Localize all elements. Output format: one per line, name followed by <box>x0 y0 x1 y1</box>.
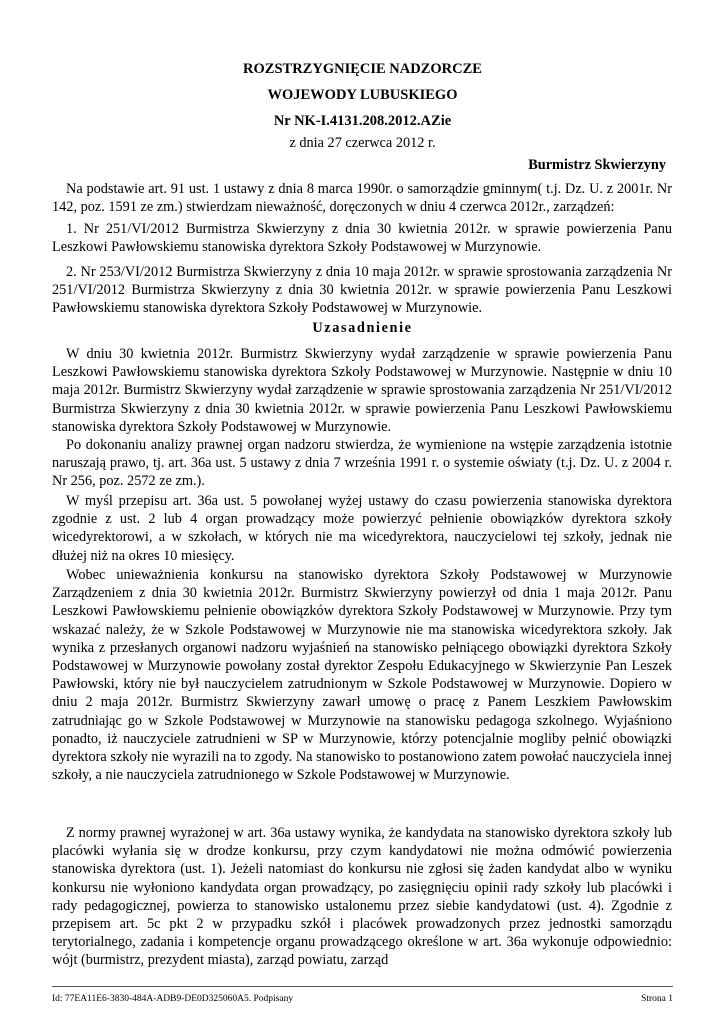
justification-paragraph-4: Wobec unieważnienia konkursu na stanowisko dyrektora Szkoły Podstawowej w Murzynowie Zarządzeniem z dnia 30 kwietnia 2012r. Burmistrz Skwierzyny powierzył od dnia 1 maja 2012r. Panu Leszkowi Pawłowskiemu pełnienie obowiązków dyrektora Szkoły Podstawowej w Murzynowie. Przy tym wskazać należy, że w Szkole Podstawowej w Murzynowie nie ma stanowiska wicedyrektora szkoły. Jak wynika z przesłanych organowi nadzoru wyjaśnień na stanowisko pełniącego obowiązki dyrektora Szkoły Podstawowej w Murzynowie powołany został dyrektor Zespołu Edukacyjnego w Skwierzynie Pan Leszek Pawłowski, który nie był nauczycielem zatrudnionym w Szkole Podstawowej w Murzynowie. Dopiero w dniu 2 maja 2012r. Burmistrz Skwierzyny zawarł umowę o pracę z Panem Leszkiem Pawłowskim zatrudniając go w Szkole Podstawowej w Murzynowie na stanowisku pedagoga szkolnego. Wyjaśniono ponadto, iż nauczyciele zatrudnieni w SP w Murzynowie, którzy potencjalnie mogliby pełnić obowiązki dyrektora szkoły nie wyrazili na to zgody. Na stanowisko to postanowiono zatem powołać nauczyciela innej szkoły, a nie nauczyciela zatrudnionego w Szkole Podstawowej w Murzynowie. <box>52 567 672 784</box>
footer-page-number: Strona 1 <box>641 994 673 1004</box>
justification-paragraph-3: W myśl przepisu art. 36a ust. 5 powołanej wyżej ustawy do czasu powierzenia stanowiska dyrektora zgodnie z ust. 2 lub 4 organ prowadzący może powierzyć pełnienie obowiązków dyrektora szkoły wicedyrektorowi, a w szkołach, w których nie ma wicedyrektora, nauczycielowi tej szkoły, jednak nie dłużej niż na okres 10 miesięcy. <box>52 493 672 564</box>
document-date: z dnia 27 czerwca 2012 r. <box>289 135 436 151</box>
addressee: Burmistrz Skwierzyny <box>528 157 666 173</box>
footer-divider <box>52 986 673 987</box>
justification-paragraph-5: Z normy prawnej wyrażonej w art. 36a ustawy wynika, że kandydata na stanowisko dyrektora szkoły lub placówki wyłania się w drodze konkursu, przy czym kandydatowi nie można odmówić powierzenia stanowiska dyrektora (ust. 1). Jeżeli natomiast do konkursu nie zgłosi się żaden kandydat albo w wyniku konkursu nie wyłoniono kandydata organ prowadzący, po zasięgnięciu opinii rady szkoły lub placówki i rady pedagogicznej, powierza to stanowisko ustalonemu przez siebie kandydatowi (ust. 4). Zgodnie z przepisem art. 5c pkt 2 w przypadku szkół i placówek prowadzonych przez jednostki samorządu terytorialnego, zadania i kompetencje organu prowadzącego określone w art. 36a wykonuje odpowiednio: wójt (burmistrz, prezydent miasta), zarząd powiatu, zarząd <box>52 825 672 969</box>
justification-paragraph-2: Po dokonaniu analizy prawnej organ nadzoru stwierdza, że wymienione na wstępie zarządzenia istotnie naruszają prawo, tj. art. 36a ust. 5 ustawy z dnia 7 września 1991 r. o systemie oświaty (t.j. Dz. U. z 2004 r. Nr 256, poz. 2572 ze zm.). <box>52 437 672 490</box>
justification-paragraph-1: W dniu 30 kwietnia 2012r. Burmistrz Skwierzyny wydał zarządzenie w sprawie powierzenia Panu Leszkowi Pawłowskiemu stanowiska dyrektora Szkoły Podstawowej w Murzynowie. Następnie w dniu 10 maja 2012r. Burmistrz Skwierzyny wydał zarządzenie w sprawie sprostowania zarządzenia Nr 251/VI/2012 Burmistrza Skwierzyny z dnia 30 kwietnia 2012r. w sprawie powierzenia Panu Leszkowi Pawłowskiemu stanowiska dyrektora Szkoły Podstawowej w Murzynowie. <box>52 346 672 435</box>
document-number: Nr NK-I.4131.208.2012.AZie <box>273 113 452 129</box>
intro-paragraph: Na podstawie art. 91 ust. 1 ustawy z dnia 8 marca 1990r. o samorządzie gminnym( t.j. Dz. U. z 2001r. Nr 142, poz. 1591 ze zm.) stwierdzam nieważność, doręczonych w dniu 4 czerwca 2012r., zarządzeń: <box>52 181 672 216</box>
issuer-title: WOJEWODY LUBUSKIEGO <box>267 87 458 103</box>
footer-document-id: Id: 77EA11E6-3830-484A-ADB9-DE0D325060A5. Podpisany <box>52 994 294 1004</box>
document-title: ROZSTRZYGNIĘCIE NADZORCZE <box>243 61 482 77</box>
section-heading: Uzasadnienie <box>312 320 413 336</box>
list-item-2: 2. Nr 253/VI/2012 Burmistrza Skwierzyny z dnia 10 maja 2012r. w sprawie sprostowania zarządzenia Nr 251/VI/2012 Burmistrza Skwierzyny z dnia 30 kwietnia 2012r. w sprawie powierzenia Panu Leszkowi Pawłowskiemu stanowiska dyrektora Szkoły Podstawowej w Murzynowie. <box>52 264 672 317</box>
list-item-1: 1. Nr 251/VI/2012 Burmistrza Skwierzyny z dnia 30 kwietnia 2012r. w sprawie powierzenia Panu Leszkowi Pawłowskiemu stanowiska dyrektora Szkoły Podstawowej w Murzynowie. <box>52 221 672 256</box>
